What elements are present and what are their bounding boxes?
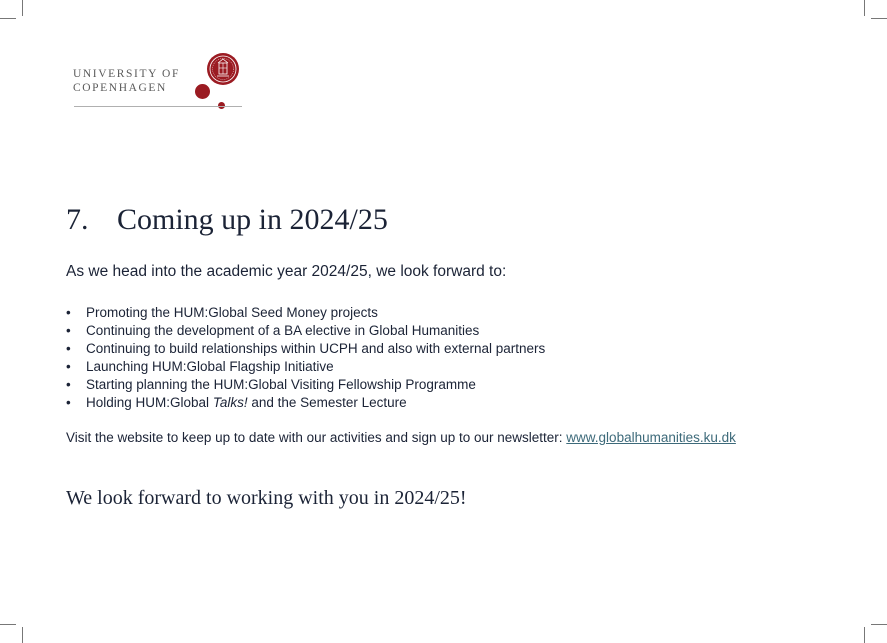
bullet-symbol: • — [66, 377, 71, 392]
section-title: Coming up in 2024/25 — [117, 203, 388, 236]
crop-mark-bottom-left-h — [0, 624, 16, 625]
list-item — [66, 322, 545, 340]
logo-dot-large — [195, 84, 210, 99]
logo-rule — [74, 106, 242, 107]
list-item-text: Continuing to build relationships within UCPH and also with external partners — [86, 341, 546, 356]
plans-list — [66, 304, 545, 412]
list-item — [66, 304, 545, 322]
crop-mark-top-right-v — [864, 0, 865, 16]
university-logo — [72, 52, 247, 112]
list-item-text: Continuing the development of a BA elective in Global Humanities — [86, 323, 480, 338]
list-item — [66, 394, 545, 412]
crop-mark-bottom-left-v — [22, 627, 23, 643]
list-item-text: Launching HUM:Global Flagship Initiative — [86, 359, 334, 374]
website-link[interactable]: www.globalhumanities.ku.dk — [566, 430, 736, 445]
section-heading — [66, 203, 388, 237]
section-number: 7. — [66, 203, 89, 236]
list-item — [66, 340, 545, 358]
crop-mark-top-left-h — [0, 18, 16, 19]
list-item-prefix: Holding HUM:Global — [86, 395, 213, 410]
bullet-symbol: • — [66, 341, 71, 356]
logo-line-2: COPENHAGEN — [73, 82, 167, 94]
bullet-symbol: • — [66, 323, 71, 338]
website-paragraph — [66, 430, 736, 445]
bullet-symbol: • — [66, 395, 71, 410]
closing-line: We look forward to working with you in 2024/25! — [66, 487, 467, 509]
bullet-symbol: • — [66, 359, 71, 374]
list-item-text: Promoting the HUM:Global Seed Money projects — [86, 305, 378, 320]
list-item-suffix: and the Semester Lecture — [247, 395, 407, 410]
logo-line-1: UNIVERSITY OF — [73, 68, 180, 80]
intro-paragraph: As we head into the academic year 2024/25, we look forward to: — [66, 263, 507, 280]
crop-mark-bottom-right-h — [871, 624, 887, 625]
list-item-text: Starting planning the HUM:Global Visiting Fellowship Programme — [86, 377, 476, 392]
list-item — [66, 358, 545, 376]
crop-mark-top-right-h — [871, 18, 887, 19]
crop-mark-bottom-right-v — [864, 627, 865, 643]
crop-mark-top-left-v — [22, 0, 23, 16]
list-item — [66, 376, 545, 394]
website-text: Visit the website to keep up to date with our activities and sign up to our newsletter: — [66, 430, 567, 445]
list-item-italic: Talks! — [212, 395, 248, 410]
university-seal-icon — [206, 52, 240, 86]
bullet-symbol: • — [66, 305, 71, 320]
